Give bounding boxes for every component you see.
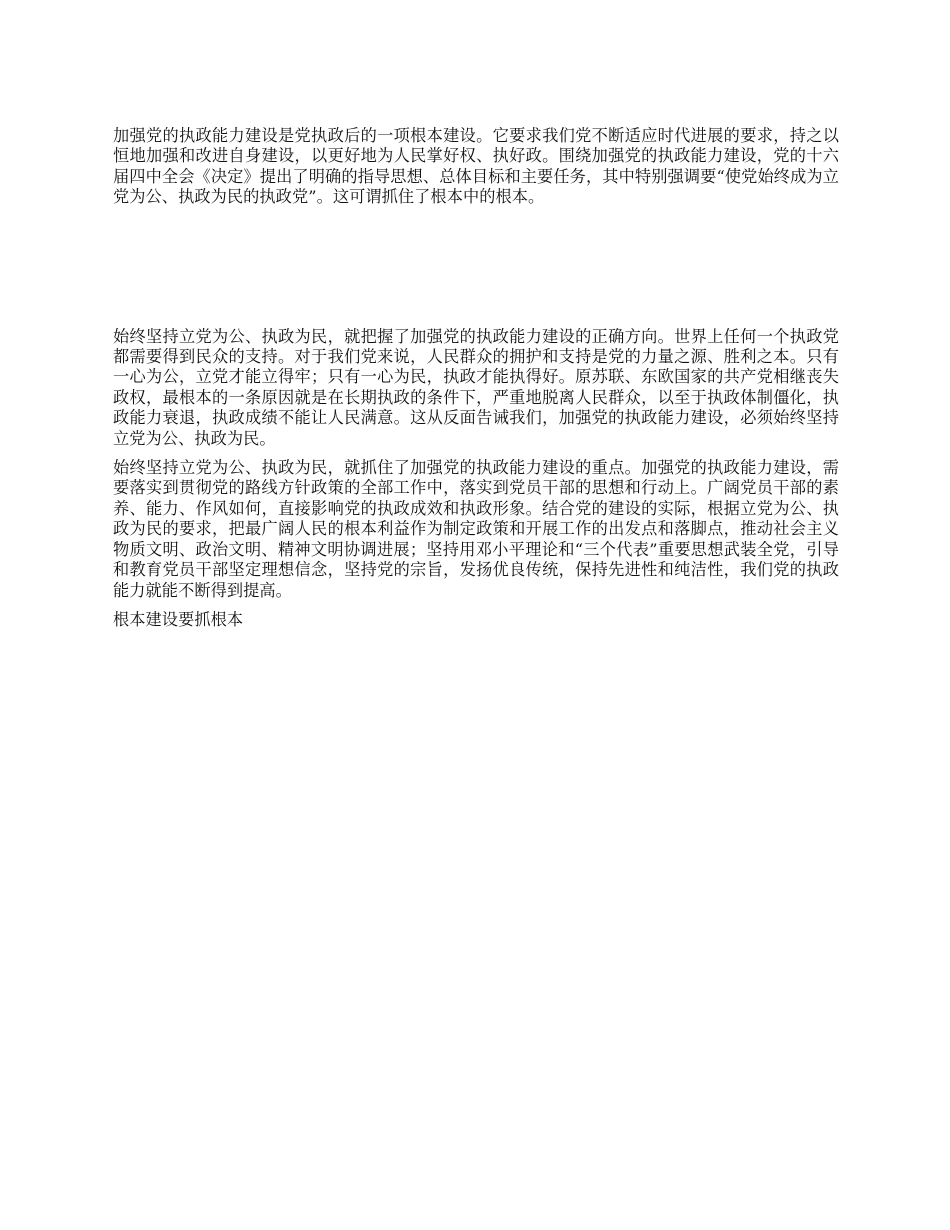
paragraph-intro: 加强党的执政能力建设是党执政后的一项根本建设。它要求我们党不断适应时代进展的要求，持之以恒地加强和改进自身建设，以更好地为人民掌好权、执好政。围绕加强党的执政能力建设，党的十六届四中全会《决定》提出了明确的指导思想、总体目标和主要任务，其中特别强调要“使党始终成为立党为公、执政为民的执政党”。这可谓抓住了根本中的根本。 — [113, 126, 839, 207]
paragraph-title-line: 根本建设要抓根本 — [113, 609, 244, 629]
paragraph-focus: 始终坚持立党为公、执政为民，就抓住了加强党的执政能力建设的重点。加强党的执政能力建设，需要落实到贯彻党的路线方针政策的全部工作中，落实到党员干部的思想和行动上。广阔党员干部的素养、能力、作风如何，直接影响党的执政成效和执政形象。结合党的建设的实际，根据立党为公、执政为民的要求，把最广阔人民的根本利益作为制定政策和开展工作的出发点和落脚点，推动社会主义物质文明、政治文明、精神文明协调进展；坚持用邓小平理论和“三个代表”重要思想武装全党，引导和教育党员干部坚定理想信念，坚持党的宗旨，发扬优良传统，保持先进性和纯洁性，我们党的执政能力就能不断得到提高。 — [113, 458, 839, 600]
document-body — [113, 126, 839, 630]
paragraph-direction: 始终坚持立党为公、执政为民，就把握了加强党的执政能力建设的正确方向。世界上任何一个执政党都需要得到民众的支持。对于我们党来说，人民群众的拥护和支持是党的力量之源、胜利之本。只有一心为公，立党才能立得牢；只有一心为民，执政才能执得好。原苏联、东欧国家的共产党相继丧失政权，最根本的一条原因就是在长期执政的条件下，严重地脱离人民群众，以至于执政体制僵化，执政能力衰退，执政成绩不能让人民满意。这从反面告诫我们，加强党的执政能力建设，必须始终坚持立党为公、执政为民。 — [113, 326, 839, 448]
